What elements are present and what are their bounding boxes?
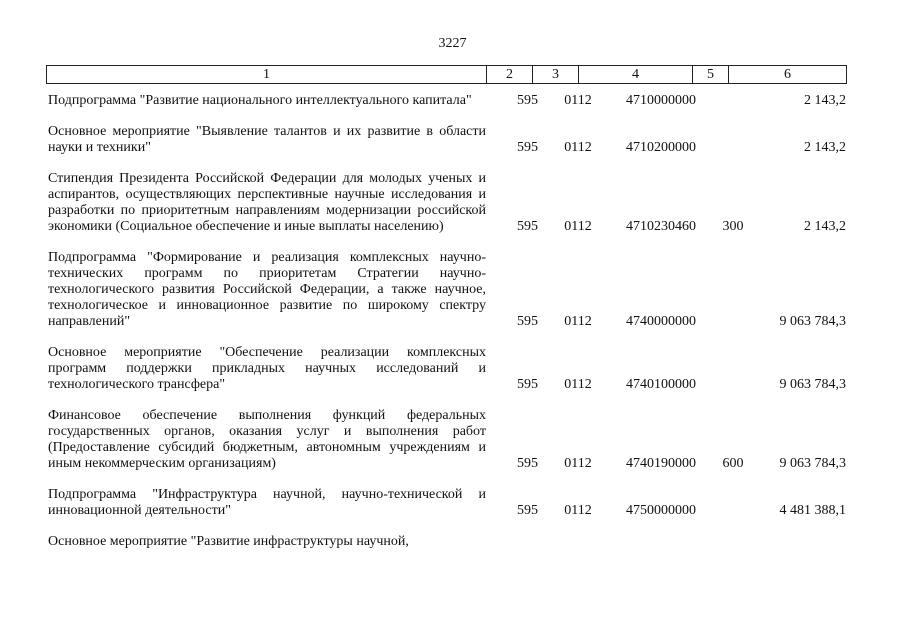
row-col-6: 9 063 784,3 xyxy=(779,314,846,329)
row-description: Основное мероприятие "Развитие инфраструктуры научной, xyxy=(48,534,409,549)
row-col-2: 595 xyxy=(517,219,538,234)
row-description: Финансовое обеспечение выполнения функций федеральных государственных органов, оказания услуг и выполнения работ (Предоставление субсидий бюджетным, автономным учреждениям и иным некоммерческим организациям) xyxy=(48,408,486,471)
row-description: Основное мероприятие "Обеспечение реализации комплексных программ поддержки прикладных научных исследований и технологического трансфера" xyxy=(48,345,486,392)
row-col-4: 4740100000 xyxy=(626,377,696,392)
column-header-4: 4 xyxy=(579,66,693,84)
column-header-3: 3 xyxy=(533,66,579,84)
row-description: Основное мероприятие "Выявление талантов и их развитие в области науки и техники" xyxy=(48,124,486,155)
row-description: Подпрограмма "Формирование и реализация комплексных научно-технических программ по приоритетам Стратегии научно-технологического развития Российской Федерации, а также научное, технологическое и инновационное развитие по широкому спектру направлений" xyxy=(48,250,486,329)
row-col-3: 0112 xyxy=(564,93,592,108)
row-col-6: 2 143,2 xyxy=(804,93,846,108)
row-col-4: 4740190000 xyxy=(626,456,696,471)
table-row xyxy=(48,534,846,550)
column-header-6: 6 xyxy=(729,66,847,84)
row-col-4: 4710000000 xyxy=(626,93,696,108)
table-row xyxy=(48,171,846,235)
row-description: Подпрограмма "Инфраструктура научной, научно-технической и инновационной деятельности" xyxy=(48,487,486,518)
table-row xyxy=(48,250,846,330)
row-col-3: 0112 xyxy=(564,377,592,392)
row-col-6: 9 063 784,3 xyxy=(779,377,846,392)
row-col-6: 2 143,2 xyxy=(804,219,846,234)
column-header-1: 1 xyxy=(47,66,487,84)
row-col-6: 9 063 784,3 xyxy=(779,456,846,471)
page-number: 3227 xyxy=(438,36,467,51)
table-row xyxy=(48,487,846,519)
row-col-4: 4710230460 xyxy=(626,219,696,234)
table-row xyxy=(48,408,846,472)
column-header-2: 2 xyxy=(487,66,533,84)
row-col-6: 4 481 388,1 xyxy=(779,503,846,518)
row-col-3: 0112 xyxy=(564,219,592,234)
row-col-2: 595 xyxy=(517,503,538,518)
column-header-table xyxy=(46,65,847,84)
row-description: Подпрограмма "Развитие национального интеллектуального капитала" xyxy=(48,93,472,108)
row-col-3: 0112 xyxy=(564,314,592,329)
table-row xyxy=(48,93,846,109)
table-row xyxy=(48,345,846,393)
row-col-5: 600 xyxy=(722,456,744,471)
row-col-4: 4710200000 xyxy=(626,140,696,155)
row-col-6: 2 143,2 xyxy=(804,140,846,155)
row-col-2: 595 xyxy=(517,456,538,471)
column-header-row xyxy=(47,66,847,84)
row-description: Стипендия Президента Российской Федерации для молодых ученых и аспирантов, осуществляющих перспективные научные исследования и разработки по приоритетным направлениям модернизации российской экономики (Социальное обеспечение и иные выплаты населению) xyxy=(48,171,486,234)
table-row xyxy=(48,124,846,156)
row-col-2: 595 xyxy=(517,377,538,392)
row-col-2: 595 xyxy=(517,314,538,329)
row-col-2: 595 xyxy=(517,140,538,155)
row-col-5: 300 xyxy=(722,219,744,234)
row-col-2: 595 xyxy=(517,93,538,108)
row-col-3: 0112 xyxy=(564,503,592,518)
column-header-5: 5 xyxy=(693,66,729,84)
row-col-4: 4750000000 xyxy=(626,503,696,518)
budget-rows xyxy=(48,93,846,565)
row-col-4: 4740000000 xyxy=(626,314,696,329)
row-col-3: 0112 xyxy=(564,456,592,471)
row-col-3: 0112 xyxy=(564,140,592,155)
